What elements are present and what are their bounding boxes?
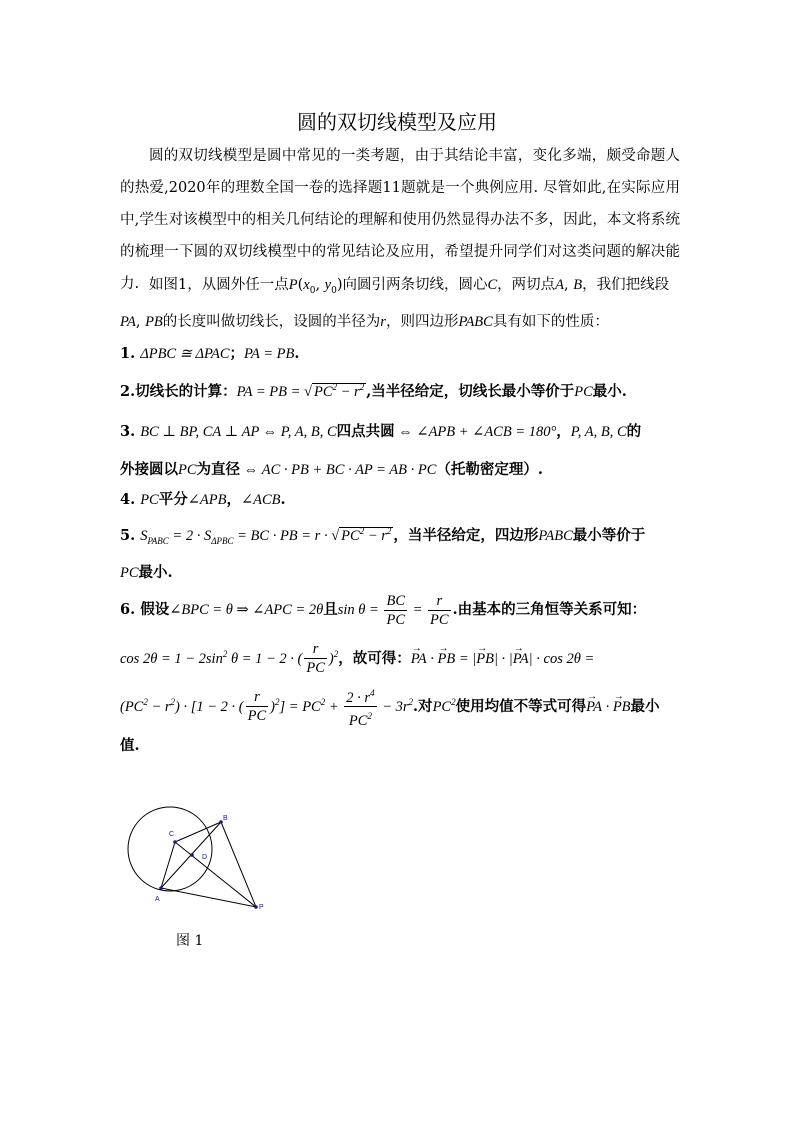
property-5-line-1: 5. $S_{PABC} = 2 \cdot S_{\Delta PBC}$ = BC · PB = r · √ $PC^2 - r^2$ ，当半径给定，四边形PABC最小等价于	[120, 526, 646, 546]
property-4: 4. PC平分∠APB，∠ACB.	[120, 491, 286, 508]
property-6-line-4: 值.	[120, 737, 140, 754]
segment-CP	[175, 842, 256, 907]
label-A: A	[155, 896, 160, 903]
property-3-line-1: 3. BC ⊥ BP, CA ⊥ AP ⇔ P, A, B, C四点共圆 ⇔ ∠APB + ∠ACB = 180°，P, A, B, C的	[120, 423, 642, 440]
property-3-line-2: 外接圆以PC为直径 ⇔ AC · PB + BC · AP = AB · PC（托勒密定理）.	[120, 461, 543, 478]
segment-CB	[175, 822, 221, 842]
point-D	[190, 853, 194, 857]
property-6-line-3: $(PC^2 - r^2) \cdot [1 - 2$ · ( $\frac{r}{PC}$ )$^2] = PC^2$ + $\frac{2 \cdot r^4}{PC^2}$ − $3r^2$.对$PC^2$使用均值不等式可得→ PA · → PB最小	[120, 680, 680, 724]
setup-line-1: 如图1，从圆外任一点$P(x_0$, $y_0$)向圆引两条切线，圆心C，两切点A, B，我们把线段	[149, 277, 670, 296]
property-1: 1. ΔPBC ≅ ΔPAC；PA = PB.	[120, 345, 300, 362]
page-title: 圆的双切线模型及应用	[297, 110, 497, 134]
property-2: 2.切线长的计算：PA = PB = √ $PC^2 - r^2$ ,当半径给定，切线长最小等价于PC最小.	[120, 382, 627, 400]
property-5-line-2: PC最小.	[120, 564, 173, 581]
point-A	[159, 886, 163, 890]
label-B: B	[223, 815, 228, 822]
tangent-PA	[161, 888, 256, 907]
label-C: C	[169, 831, 175, 838]
intro-paragraph: 圆的双切线模型是圆中常见的一类考题，由于其结论丰富，变化多端，颇受命题人的热爱,2020年的理数全国一卷的选择题11题就是一个典例应用. 尽管如此,在实际应用中,学生对该模型中的相关几何结论的理解和使用仍然显得办法不多，因此，本文将系统的梳理一下圆的双切线模型中的常见结论及应用，希望提升同学们对这类问题的解决能力.	[120, 148, 680, 292]
property-6-line-1: 6. 假设∠BPC = θ ⇒ ∠APC = 2θ且sin θ = $\frac{BC}{PC}$ = $\frac{r}{PC}$ .由基本的三角恒等关系可知：	[120, 592, 647, 628]
setup-line-2: PA, PB的长度叫做切线长，设圆的半径为r，则四边形PABC具有如下的性质：	[120, 314, 609, 330]
label-P: P	[259, 904, 264, 911]
label-D: D	[202, 854, 208, 861]
point-C	[173, 840, 177, 844]
segment-CA	[161, 842, 175, 888]
property-6-line-2: $\cos 2\theta = 1 - 2\sin^2$ θ = 1 − 2 · ( $\frac{r}{PC}$ )$^2$，故可得：→ PA · → PB = |→ PB| · |→ PA| · cos 2θ =	[120, 632, 680, 676]
figure-1-diagram	[118, 805, 278, 920]
tangent-PB	[221, 822, 256, 907]
point-P	[254, 905, 258, 909]
figure-caption: 图 1	[176, 933, 204, 949]
